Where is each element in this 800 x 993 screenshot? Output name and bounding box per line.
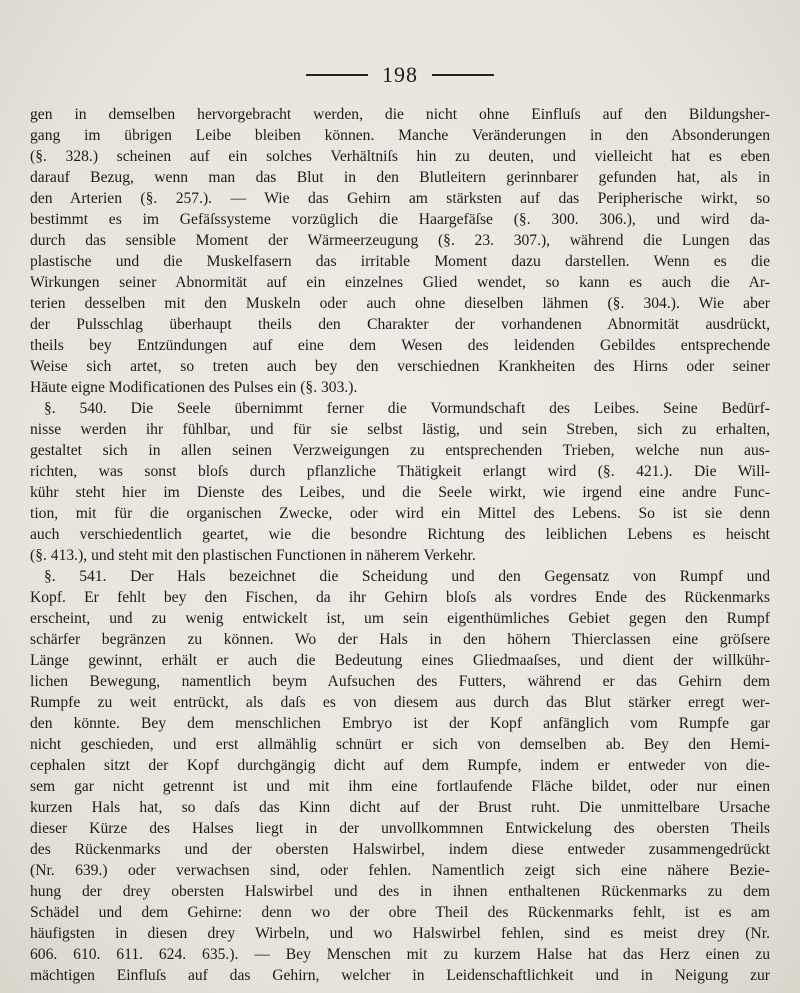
text-line: richten, was sonst bloſs durch pflanzliche Thätigkeit erlangt wird (§. 421.). Die Will- xyxy=(30,463,770,480)
text-line: §. 540. Die Seele übernimmt ferner die Vormundschaft des Leibes. Seine Bedürf- xyxy=(44,400,770,417)
text-line: den Arterien (§. 257.). — Wie das Gehirn am stärksten auf das Peripherische wirkt, so xyxy=(30,190,770,207)
text-line: theils bey Entzündungen auf eine dem Wesen des leidenden Gebildes entsprechende xyxy=(30,337,770,354)
text-line: häufigsten in diesen drey Wirbeln, und wo Halswirbel fehlen, sind es meist drey (Nr. xyxy=(30,925,770,942)
text-line: nisse werden ihr fühlbar, und für sie selbst lästig, und sein Streben, sich zu erhalten, xyxy=(30,421,770,438)
text-line: hung der drey obersten Halswirbel und des in ihnen enthaltenen Rückenmarks zu dem xyxy=(30,883,770,900)
page-number: 198 xyxy=(382,62,418,87)
text-line: Schädel und dem Gehirne: denn wo der obre Theil des Rückenmarks fehlt, ist es am xyxy=(30,904,770,921)
text-line: plastische und die Muskelfasern das irritable Moment dazu darstellen. Wenn es die xyxy=(30,253,770,270)
header-rule-right xyxy=(432,74,494,76)
text-line: Häute eigne Modificationen des Pulses ein (§. 303.). xyxy=(30,379,358,396)
text-line: auch verschiedentlich geartet, wie die besondre Richtung des leiblichen Lebens es heischt xyxy=(30,526,770,543)
text-line: kurzen Hals hat, so daſs das Kinn dicht auf der Brust ruht. Die unmittelbare Ursache xyxy=(30,799,770,816)
text-line: 606. 610. 611. 624. 635.). — Bey Menschen mit zu kurzem Halse hat das Herz einen zu xyxy=(30,946,770,963)
text-line: sem gar nicht getrennt ist und mit ihm eine fortlaufende Fläche bildet, oder nur einen xyxy=(30,778,770,795)
text-line: (§. 328.) scheinen auf ein solches Verhältniſs hin zu deuten, und vielleicht hat es eben xyxy=(30,148,770,165)
text-line: schärfer begränzen zu können. Wo der Hals in den höhern Thierclassen eine gröſsere xyxy=(30,631,770,648)
text-line: gestaltet sich in allen seinen Verzweigungen zu entsprechenden Trieben, welche nun aus- xyxy=(30,442,770,459)
text-line: tion, mit für die organischen Zwecke, oder wird ein Mittel des Lebens. So ist sie denn xyxy=(30,505,770,522)
text-line: kühr steht hier im Dienste des Leibes, und die Seele wirkt, wie irgend eine andre Func- xyxy=(30,484,770,501)
text-line: den könnte. Bey dem menschlichen Embryo ist der Kopf anfänglich vom Rumpfe gar xyxy=(30,715,770,732)
text-line: (Nr. 639.) oder verwachsen sind, oder fehlen. Namentlich zeigt sich eine nähere Bezie- xyxy=(30,862,770,879)
page-header xyxy=(0,62,800,88)
text-line: cephalen sitzt der Kopf durchgängig dicht auf dem Rumpfe, indem er entweder von die- xyxy=(30,757,770,774)
text-line: (§. 413.), und steht mit den plastischen Functionen in näherem Verkehr. xyxy=(30,547,476,564)
text-line: nicht geschieden, und erst allmählig schnürt er sich von demselben ab. Bey den Hemi- xyxy=(30,736,770,753)
text-line: mächtigen Einfluſs auf das Gehirn, welcher in Leidenschaftlichkeit und in Neigung zur xyxy=(30,967,770,984)
header-rule-left xyxy=(306,74,368,76)
text-line: darauf Bezug, wenn man das Blut in den Blutleitern gerinnbarer gefunden hat, als in xyxy=(30,169,770,186)
text-line: der Pulsschlag überhaupt theils den Charakter der vorhandenen Abnormität ausdrückt, xyxy=(30,316,770,333)
text-line: Länge gewinnt, erhält er auch die Bedeutung eines Gliedmaaſses, und dient der willkühr- xyxy=(30,652,770,669)
text-line: §. 541. Der Hals bezeichnet die Scheidung und den Gegensatz von Rumpf und xyxy=(44,568,770,585)
text-line: bestimmt es im Gefäſssysteme vorzüglich die Haargefäſse (§. 300. 306.), und wird da- xyxy=(30,211,770,228)
text-line: Rumpfe zu weit entrückt, als daſs es von diesem aus durch das Blut stärker erregt wer- xyxy=(30,694,770,711)
text-line: Weise sich artet, so treten auch bey den verschiednen Krankheiten des Hirns oder seiner xyxy=(30,358,770,375)
text-line: Wirkungen seiner Abnormität auf ein einzelnes Glied wendet, so kann es auch die Ar- xyxy=(30,274,770,291)
text-line: terien desselben mit den Muskeln oder auch ohne dieselben lähmen (§. 304.). Wie aber xyxy=(30,295,770,312)
text-line: gen in demselben hervorgebracht werden, die nicht ohne Einfluſs auf den Bildungsher- xyxy=(30,106,770,123)
text-line: erscheint, und zu wenig entwickelt ist, um sein eigenthümliches Gebiet gegen den Rumpf xyxy=(30,610,770,627)
text-line: durch das sensible Moment der Wärmeerzeugung (§. 23. 307.), während die Lungen das xyxy=(30,232,770,249)
text-line: des Rückenmarks und der obersten Halswirbel, indem diese entweder zusammengedrückt xyxy=(30,841,770,858)
text-line: Kopf. Er fehlt bey den Fischen, da ihr Gehirn bloſs als vordres Ende des Rückenmarks xyxy=(30,589,770,606)
text-line: lichen Bewegung, namentlich beym Aufsuchen des Futters, während er das Gehirn dem xyxy=(30,673,770,690)
text-line: dieser Kürze des Halses liegt in der unvollkommnen Entwickelung des obersten Theils xyxy=(30,820,770,837)
page-body-text xyxy=(30,104,770,986)
text-line: gang im übrigen Leibe bleiben können. Manche Veränderungen in den Absonderungen xyxy=(30,127,770,144)
